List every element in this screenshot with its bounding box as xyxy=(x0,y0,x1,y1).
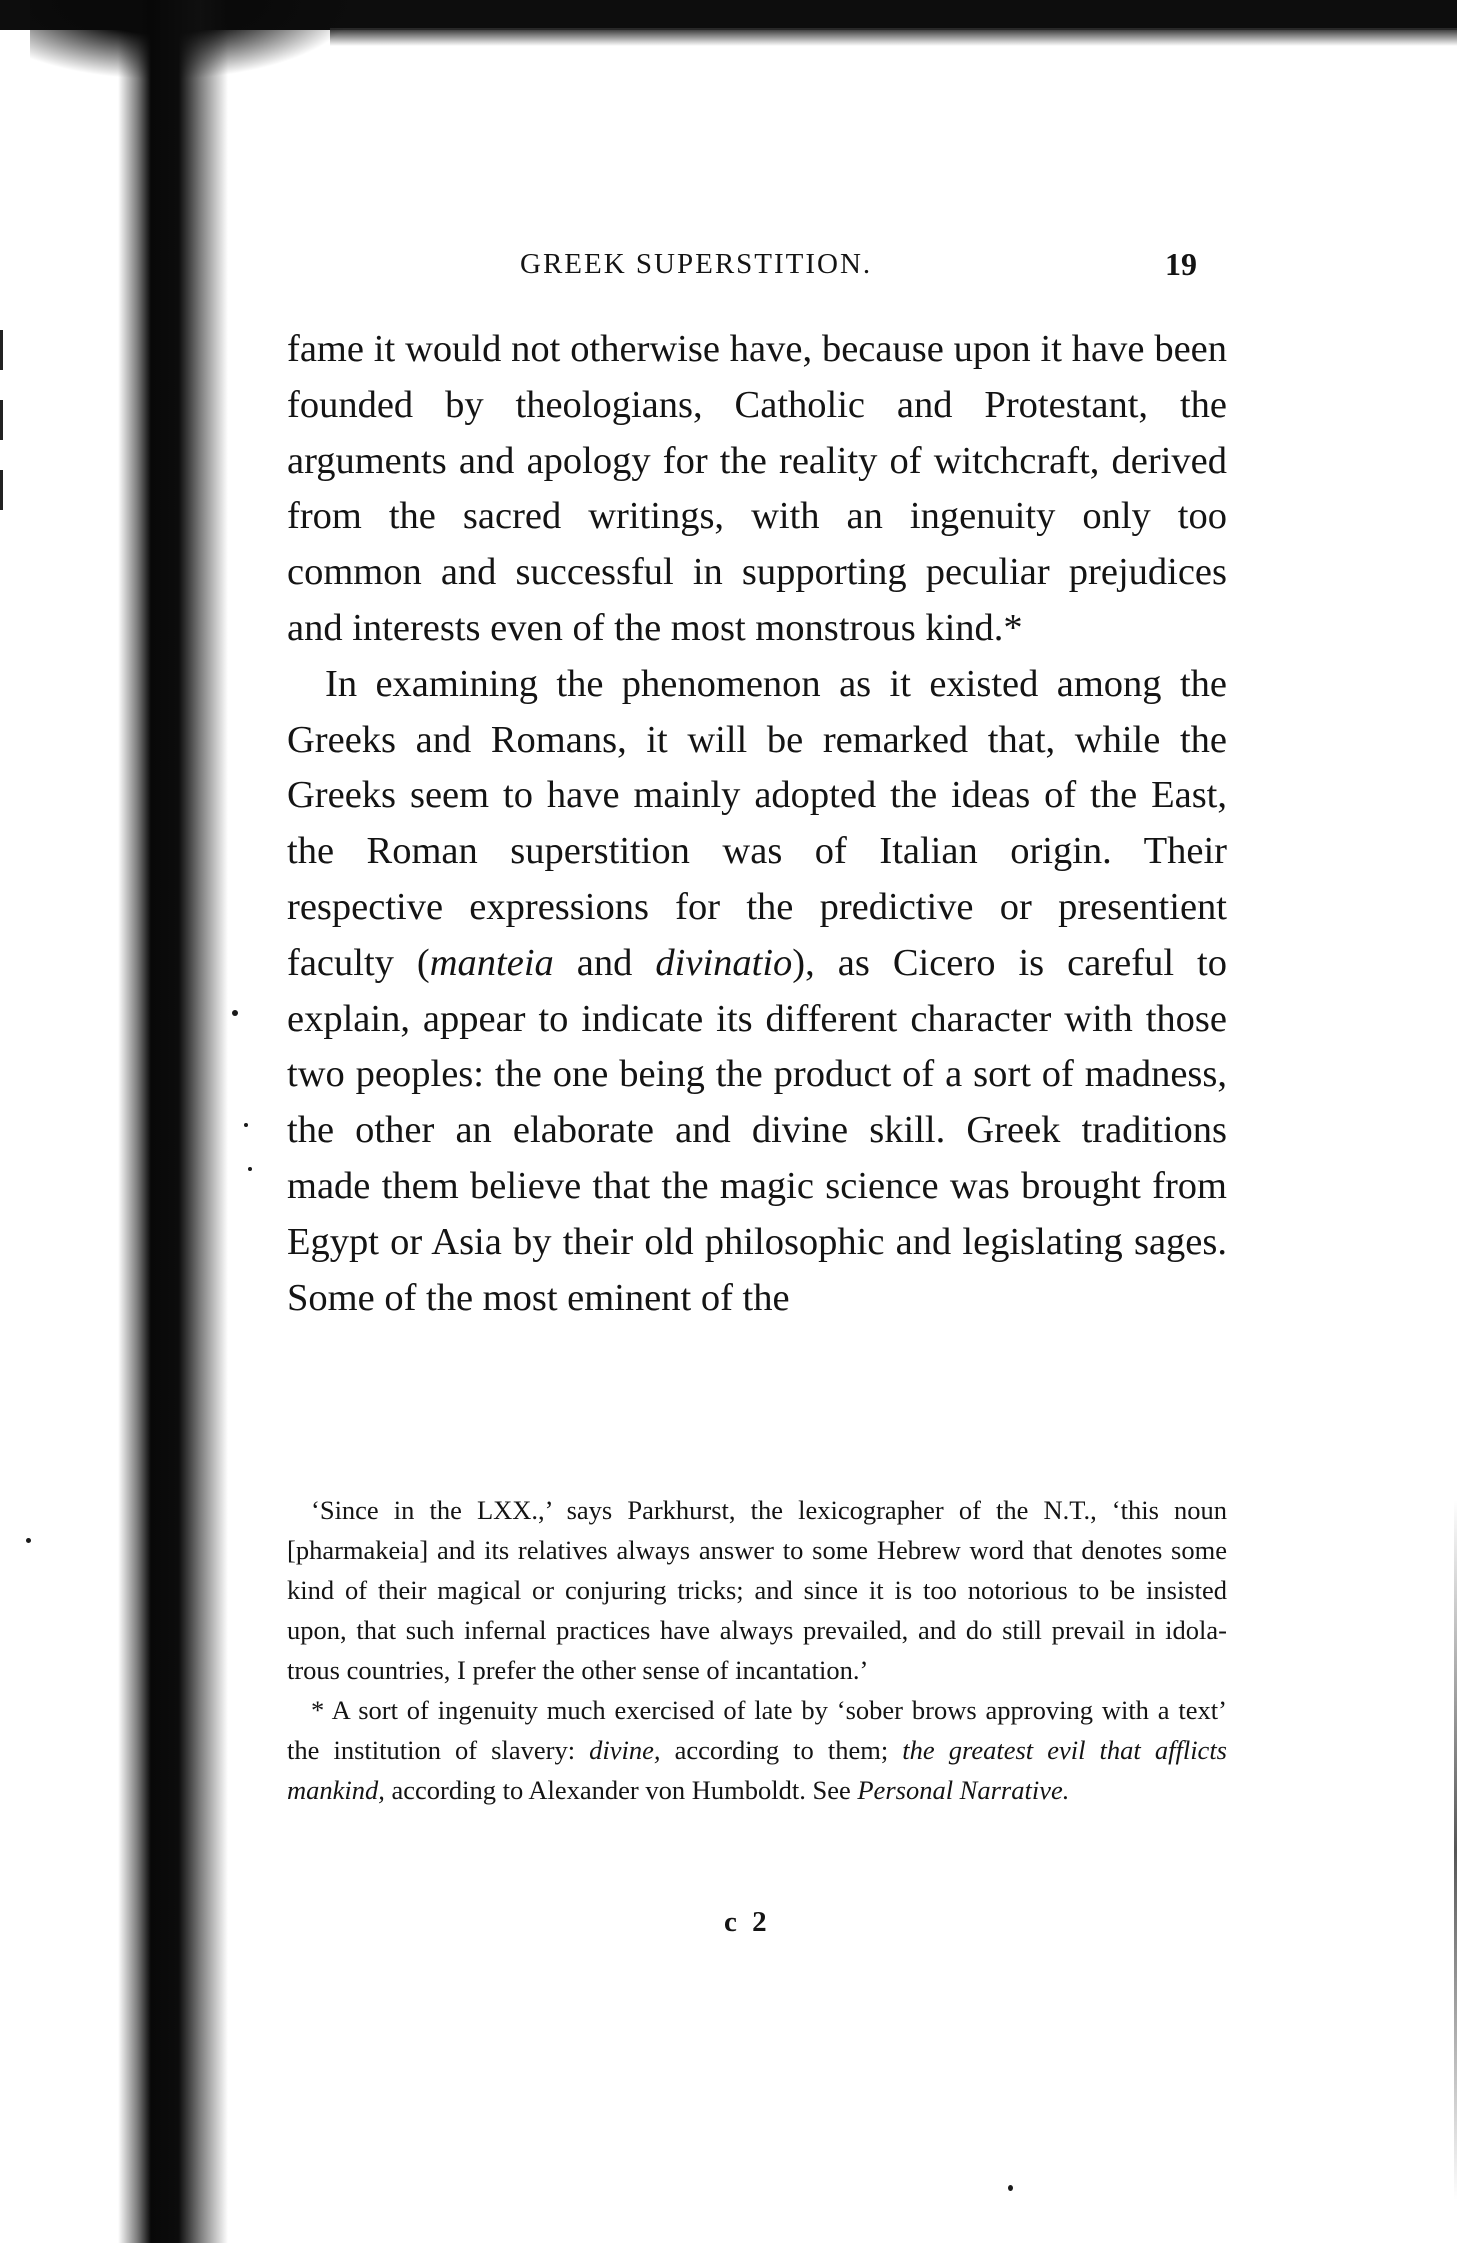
page-number: 19 xyxy=(1165,246,1197,282)
text-run: * A sort of ingenuity much exercised of late by ‘sober brows approving with a text’ the institution of slavery: xyxy=(287,1695,1227,1765)
ink-speck xyxy=(244,1123,248,1127)
italic-term-divinatio: divinatio xyxy=(655,941,793,984)
footnote: ‘Since in the LXX.,’ says Parkhurst, the lexicographer of the N.T., ‘this noun [pharmakeia] and its relatives always answer to some Hebrew word that denotes some kind of their magical or conjuring tricks; and since it is too notorious to be insisted upon, that such infernal practices have always prevailed, and do still prevail in idolatrous countries, I prefer the other sense of incantation.’ xyxy=(287,1495,1227,1685)
footnote xyxy=(287,1690,1227,1810)
text-run: In examining the phenomenon as it existed among the Greeks and Romans, it will be remarked that, while the Greeks seem to have mainly adopted the ideas of the East, the Roman superstition was of Italian origin. Their respective expressions for the predictive or presentient faculty ( xyxy=(287,662,1227,984)
text-run: according to Alexander von Humboldt. See xyxy=(384,1775,858,1805)
ink-speck xyxy=(26,1538,31,1543)
main-text xyxy=(287,322,1227,1326)
scan-left-edge-marks xyxy=(0,330,6,530)
italic-term-manteia: manteia xyxy=(429,941,554,984)
ink-speck xyxy=(248,1167,252,1171)
paragraph: fame it would not otherwise have, because upon it have been founded by theologians, Catholic and Protestant, the arguments and apology for the reality of witchcraft, derived from the sacred writings, with an ingenuity only too common and successful in supporting peculiar prejudices and interests even of the most monstrous kind.* xyxy=(287,328,1227,649)
text-run: according to them; xyxy=(660,1735,903,1765)
italic-term: divine, xyxy=(589,1735,661,1765)
italic-title: Personal Narrative. xyxy=(857,1775,1070,1805)
text-run: and xyxy=(553,941,656,984)
footnotes xyxy=(287,1490,1227,1810)
ink-speck xyxy=(232,1010,238,1016)
running-head: GREEK SUPERSTITION. xyxy=(520,248,873,280)
scan-binding-gutter xyxy=(118,0,228,2243)
italic-quote: the greatest evil that afflicts mankind, xyxy=(287,1735,1227,1805)
paragraph xyxy=(287,657,1227,1327)
text-run: ), as Cicero is careful to explain, appear to indicate its different character with those two peoples: the one being the product of a sort of madness, the other an elaborate and divine skill. Greek traditions made them believe that the magic science was brought from Egypt or Asia by their old philosophic and legislating sages. Some of the most eminent of the xyxy=(287,941,1227,1319)
scan-top-fade xyxy=(330,28,1457,46)
signature-mark: c 2 xyxy=(724,1906,771,1938)
ink-speck xyxy=(1008,2185,1013,2191)
